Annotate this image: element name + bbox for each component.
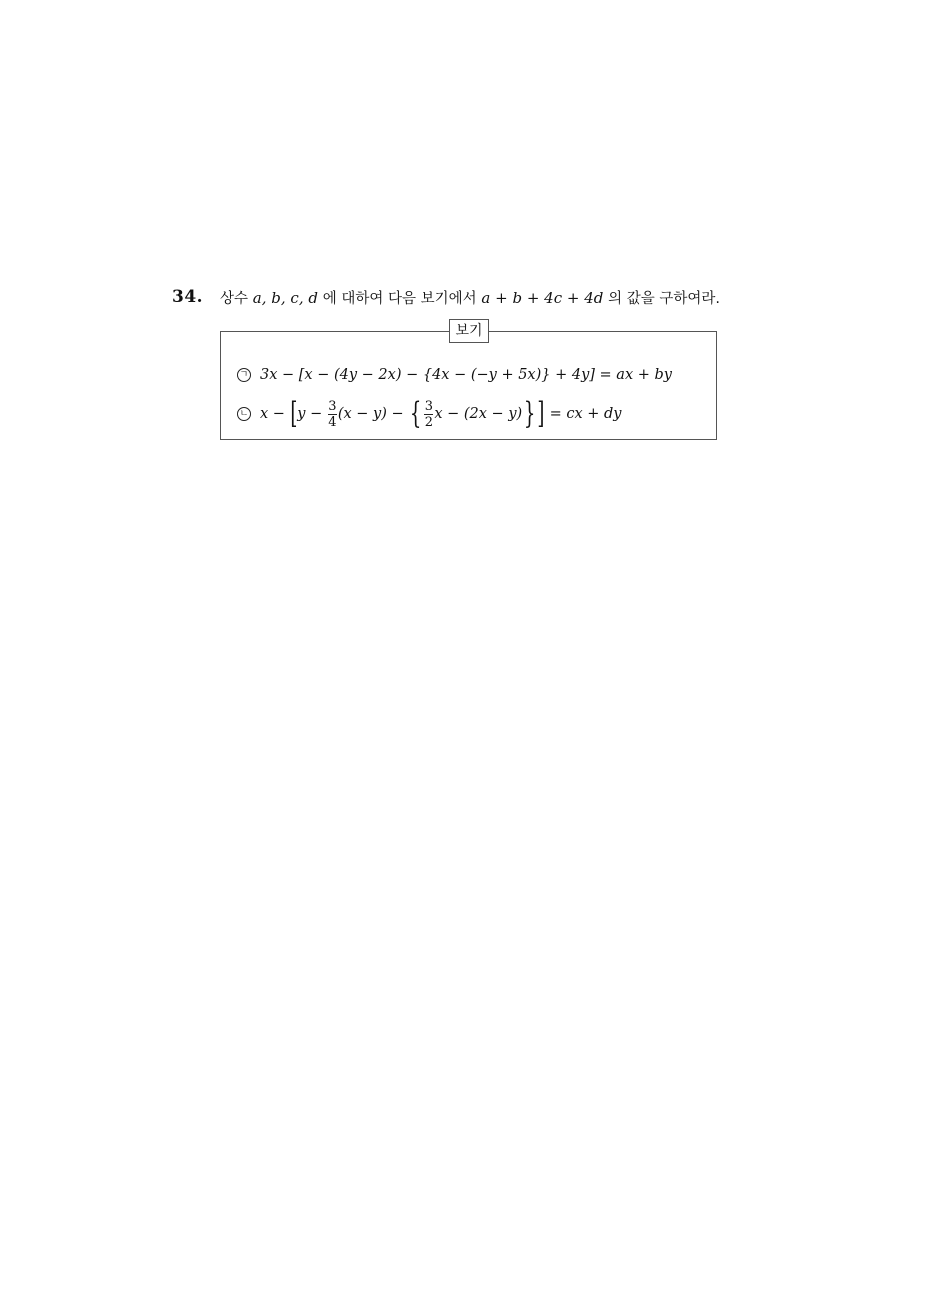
equation-2-part2: (x − y) − xyxy=(337,406,404,422)
fraction-three-halves xyxy=(424,399,433,430)
circled-marker-1: ㄱ xyxy=(237,368,251,382)
question-suffix: 의 값을 구하여라. xyxy=(608,291,721,307)
example-box-title: 보기 xyxy=(449,319,489,343)
open-brace: { xyxy=(410,396,422,431)
example-item-1 xyxy=(237,364,672,386)
fraction-2-numerator: 3 xyxy=(424,398,433,414)
open-bracket: [ xyxy=(289,396,297,431)
fraction-1-numerator: 3 xyxy=(328,398,337,414)
equation-2-rhs: = cx + dy xyxy=(549,406,622,422)
fraction-1-denominator: 4 xyxy=(328,414,337,430)
fraction-three-quarters xyxy=(328,399,337,430)
question-vars: a, b, c, d xyxy=(252,289,318,307)
problem-number: 34. xyxy=(172,287,204,307)
circled-marker-2: ㄴ xyxy=(237,407,251,421)
equation-1: 3x − [x − (4y − 2x) − {4x − (−y + 5x)} + 4y] = ax + by xyxy=(260,367,672,383)
example-item-2 xyxy=(237,393,622,435)
close-brace: } xyxy=(523,396,536,431)
equation-2-part3: x − (2x − y) xyxy=(434,406,523,422)
question-text xyxy=(220,288,720,309)
equation-2-part1: y − xyxy=(297,406,323,422)
question-mid: 에 대하여 다음 보기에서 xyxy=(322,291,477,307)
equation-2 xyxy=(260,396,622,432)
fraction-2-denominator: 2 xyxy=(424,414,433,430)
equation-2-lead: x − xyxy=(260,406,285,422)
question-expression: a + b + 4c + 4d xyxy=(481,289,604,307)
close-bracket: ] xyxy=(537,396,545,431)
question-prefix: 상수 xyxy=(220,291,249,307)
